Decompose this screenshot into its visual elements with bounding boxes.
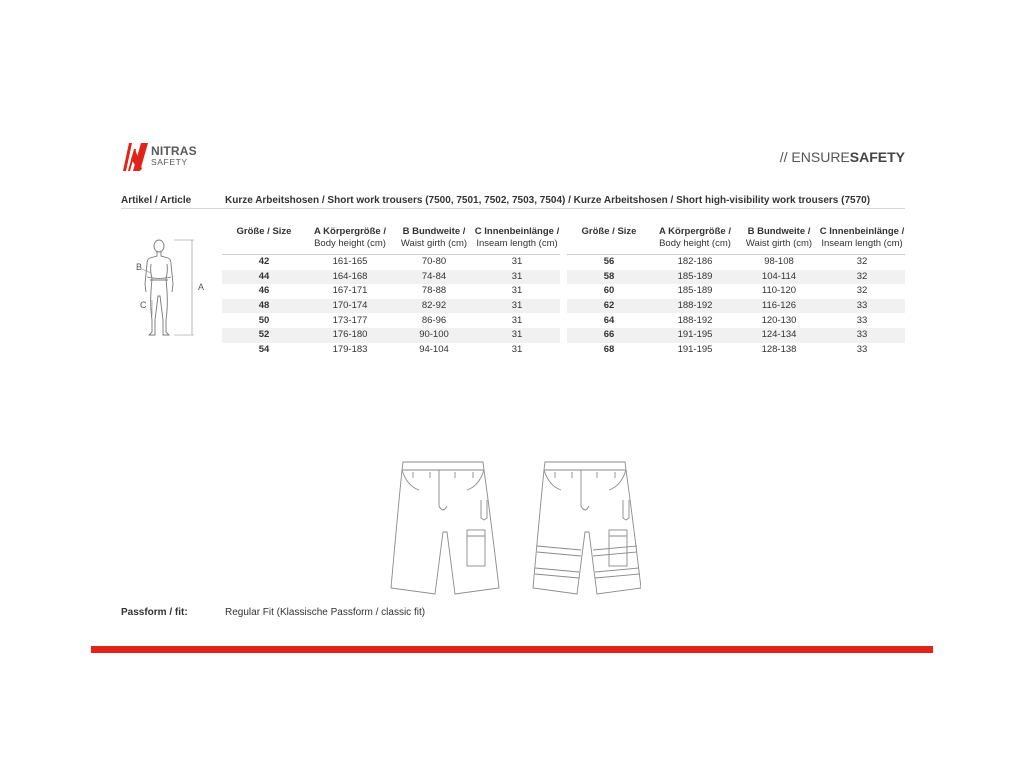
cell-inseam: 33 [856,343,868,355]
table-row [567,328,905,343]
fit-label: Passform / fit: [121,607,188,618]
cell-waist-girth: 78-88 [421,285,447,297]
cell-inseam: 32 [856,285,868,297]
table-row [567,299,905,314]
table-row [567,284,905,299]
cell-size: 44 [222,270,306,285]
cell-size: 52 [222,328,306,343]
label-c: C [140,300,147,310]
cell-inseam: 31 [474,328,560,343]
table-header-row [567,226,905,255]
nitras-logo-mark-icon [121,141,149,173]
cell-inseam: 31 [511,314,523,326]
logo-sub: SAFETY [151,157,188,167]
cell-inseam: 33 [819,328,905,343]
cell-size: 58 [567,270,651,285]
cell-body-height: 176-180 [306,328,394,343]
nitras-logo [121,141,211,177]
cell-waist-girth: 110-120 [761,285,797,297]
tagline-prefix: // ENSURE [779,149,850,165]
size-table-right [567,226,905,357]
cell-size: 62 [567,299,651,314]
tagline [780,149,905,165]
logo-name: NITRAS [151,144,197,158]
cell-size: 48 [222,299,306,314]
shorts-illustrations [385,460,641,602]
cell-waist-girth: 120-130 [761,314,797,326]
body-measurement-figure [130,236,210,346]
cell-inseam: 32 [819,255,905,270]
header-waist-girth: B Bundweite / Waist girth (cm) [400,226,468,249]
article-description: Kurze Arbeitshosen / Short work trousers (7500, 7501, 7502, 7503, 7504) / Kurze Arbeitshosen / Short high-visibility work trousers (7570) [225,195,871,206]
cell-waist-girth: 94-104 [419,343,449,355]
table-row [222,284,560,299]
cell-waist-girth: 124-134 [739,328,819,343]
table-row [222,328,560,343]
cell-size: 50 [258,314,270,326]
table-row [567,255,905,270]
table-row [222,343,560,358]
footer-red-bar [91,646,933,653]
cell-inseam: 31 [474,270,560,285]
header-inseam-length: C Innenbeinlänge / Inseam length (cm) [819,226,905,249]
label-a: A [198,282,205,292]
cell-body-height: 188-192 [651,299,739,314]
cell-waist-girth: 74-84 [394,270,474,285]
cell-waist-girth: 116-126 [739,299,819,314]
header-body-height: A Körpergröße / Body height (cm) [659,226,731,249]
cell-size: 54 [258,343,270,355]
cell-waist-girth: 98-108 [739,255,819,270]
cell-waist-girth: 86-96 [421,314,447,326]
cell-waist-girth: 104-114 [739,270,819,285]
cell-size: 64 [603,314,615,326]
size-table-left [222,226,560,357]
header-size: Größe / Size [236,226,292,237]
header-inseam-length: C Innenbeinlänge / Inseam length (cm) [474,226,560,249]
cell-waist-girth: 82-92 [394,299,474,314]
cell-inseam: 31 [511,343,523,355]
cell-inseam: 33 [856,314,868,326]
table-row [567,270,905,285]
table-row [222,255,560,270]
table-header-row [222,226,560,255]
cell-waist-girth: 90-100 [394,328,474,343]
cell-inseam: 31 [474,299,560,314]
cell-body-height: 191-195 [677,343,713,355]
cell-inseam: 31 [474,255,560,270]
cell-size: 68 [603,343,615,355]
cell-body-height: 170-174 [306,299,394,314]
cell-body-height: 185-189 [651,270,739,285]
table-row [222,270,560,285]
cell-body-height: 164-168 [306,270,394,285]
cell-inseam: 33 [819,299,905,314]
table-row [567,313,905,328]
table-row [567,343,905,358]
cell-body-height: 179-183 [332,343,368,355]
cell-body-height: 185-189 [677,285,713,297]
article-label: Artikel / Article [121,195,192,206]
cell-body-height: 173-177 [332,314,368,326]
cell-size: 56 [567,255,651,270]
divider [121,208,905,209]
tagline-bold: SAFETY [849,149,905,165]
cell-body-height: 188-192 [677,314,713,326]
cell-inseam: 32 [819,270,905,285]
cell-body-height: 161-165 [306,255,394,270]
cell-body-height: 191-195 [651,328,739,343]
cell-inseam: 31 [511,285,523,297]
header-size: Größe / Size [581,226,637,237]
fit-value: Regular Fit (Klassische Passform / classic fit) [225,607,426,618]
work-shorts-illustration-icon [385,460,641,602]
header-body-height: A Körpergröße / Body height (cm) [314,226,386,249]
cell-body-height: 167-171 [332,285,368,297]
cell-body-height: 182-186 [651,255,739,270]
table-row [222,313,560,328]
cell-size: 46 [258,285,270,297]
cell-size: 42 [222,255,306,270]
cell-waist-girth: 128-138 [761,343,797,355]
table-row [222,299,560,314]
header-waist-girth: B Bundweite / Waist girth (cm) [745,226,813,249]
cell-size: 60 [603,285,615,297]
cell-waist-girth: 70-80 [394,255,474,270]
cell-size: 66 [567,328,651,343]
label-b: B [136,262,143,272]
